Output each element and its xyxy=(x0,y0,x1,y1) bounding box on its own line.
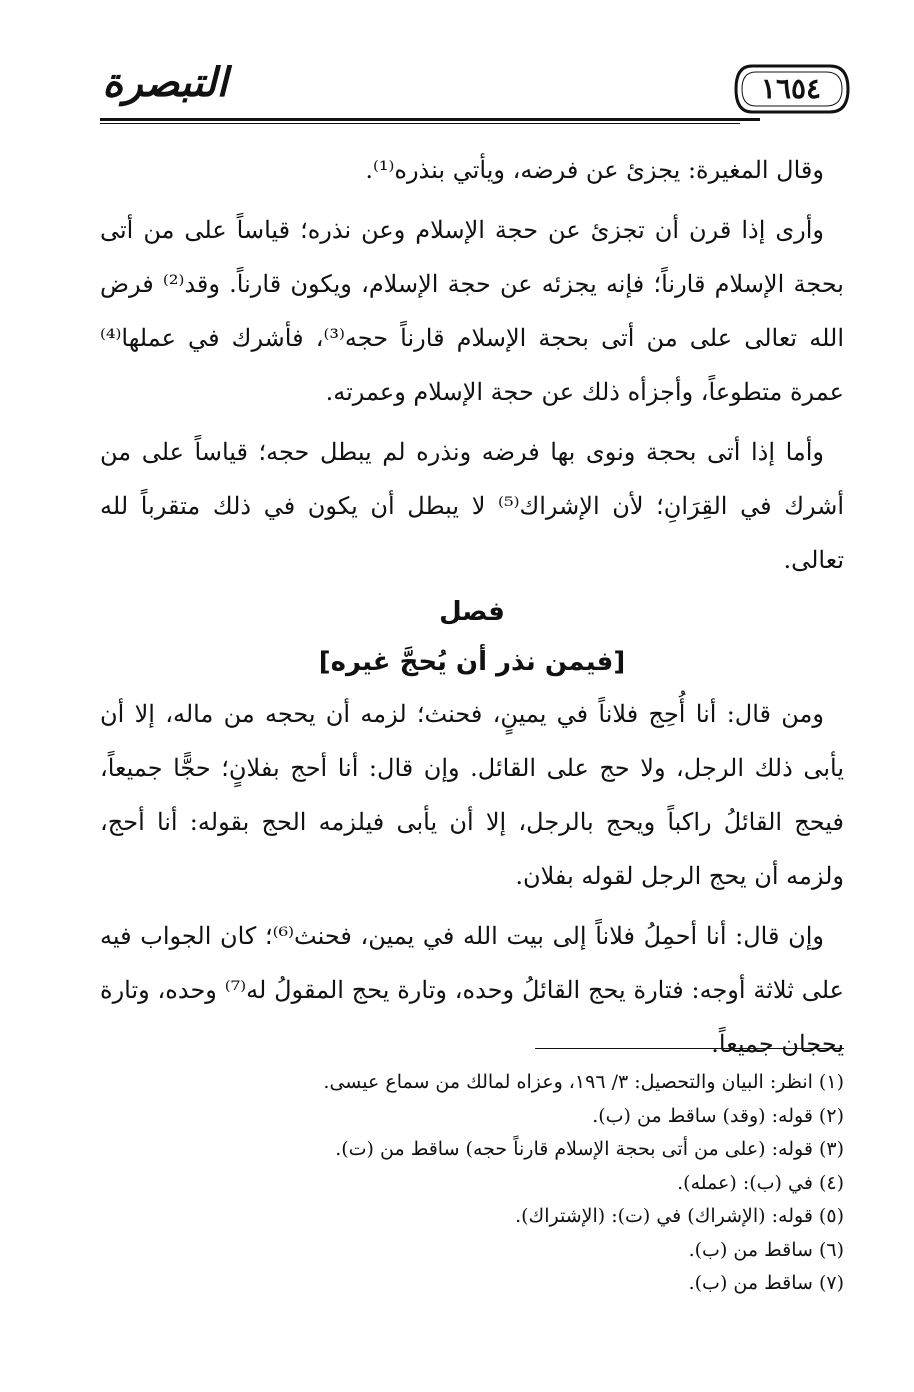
paragraph: ومن قال: أنا أُحِج فلاناً في يمينٍ، فحنث؛ لزمه أن يحجه من ماله، إلا أن يأبى ذلك الرجل، ولا حج على القائل. وإن قال: أنا أحج بفلانٍ؛ حجًّا جميعاً، فيحج القائلُ راكباً ويحج بالرجل، إلا أن يأبى فيلزمه الحج بقوله: أنا أحج، ولزمه أن يحج الرجل لقوله بفلان. xyxy=(100,700,844,890)
header-rule-thin xyxy=(100,123,740,124)
section-subheading: [فيمن نذر أن يُحجَّ غيره] xyxy=(318,647,626,677)
footnote: (٥) قوله: (الإشراك) في (ت): (الإشتراك). xyxy=(515,1205,844,1227)
section-heading: فصل xyxy=(439,597,505,627)
page-number-badge xyxy=(732,60,850,118)
footnote: (١) انظر: البيان والتحصيل: ٣/ ١٩٦، وعزاه لمالك من سماع عيسى. xyxy=(323,1071,844,1093)
page-number: ١٦٥٤ xyxy=(760,72,822,105)
paragraph: وأرى إذا قرن أن تجزئ عن حجة الإسلام وعن نذره؛ قياساً على من أتى بحجة الإسلام قارناً؛ فإنه يجزئه عن حجة الإسلام، ويكون قارناً. وقد⁽²⁾ فرض الله تعالى على من أتى بحجة الإسلام قارناً حجه⁽³⁾، فأشرك في عملها⁽⁴⁾ عمرة متطوعاً، وأجزأه ذلك عن حجة الإسلام وعمرته. xyxy=(100,216,844,406)
footnote: (٣) قوله: (على من أتى بحجة الإسلام قارناً حجه) ساقط من (ت). xyxy=(335,1138,844,1160)
footnote: (٢) قوله: (وقد) ساقط من (ب). xyxy=(592,1104,844,1127)
footnote: (٤) في (ب): (عمله). xyxy=(677,1171,844,1194)
footnotes xyxy=(100,1066,844,1301)
header-rule xyxy=(100,118,760,121)
footnote-separator xyxy=(535,1048,844,1049)
page-header xyxy=(100,52,844,126)
main-text xyxy=(100,143,844,1071)
footnote: (٧) ساقط من (ب). xyxy=(688,1272,844,1294)
footnote: (٦) ساقط من (ب). xyxy=(688,1238,844,1261)
paragraph: وأما إذا أتى بحجة ونوى بها فرضه ونذره لم يبطل حجه؛ قياساً على من أشرك في القِرَانِ؛ لأن الإشراك⁽⁵⁾ لا يبطل أن يكون في ذلك متقرباً لله تعالى. xyxy=(100,438,844,574)
running-title: التبصرة xyxy=(102,59,228,106)
paragraph: وإن قال: أنا أحمِلُ فلاناً إلى بيت الله في يمين، فحنث⁽⁶⁾؛ كان الجواب فيه على ثلاثة أوجه: فتارة يحج القائلُ وحده، وتارة يحج المقولُ له⁽⁷⁾ وحده، وتارة يحجان جميعاً. xyxy=(100,922,844,1058)
paragraph: وقال المغيرة: يجزئ عن فرضه، ويأتي بنذره⁽¹⁾. xyxy=(365,156,824,184)
